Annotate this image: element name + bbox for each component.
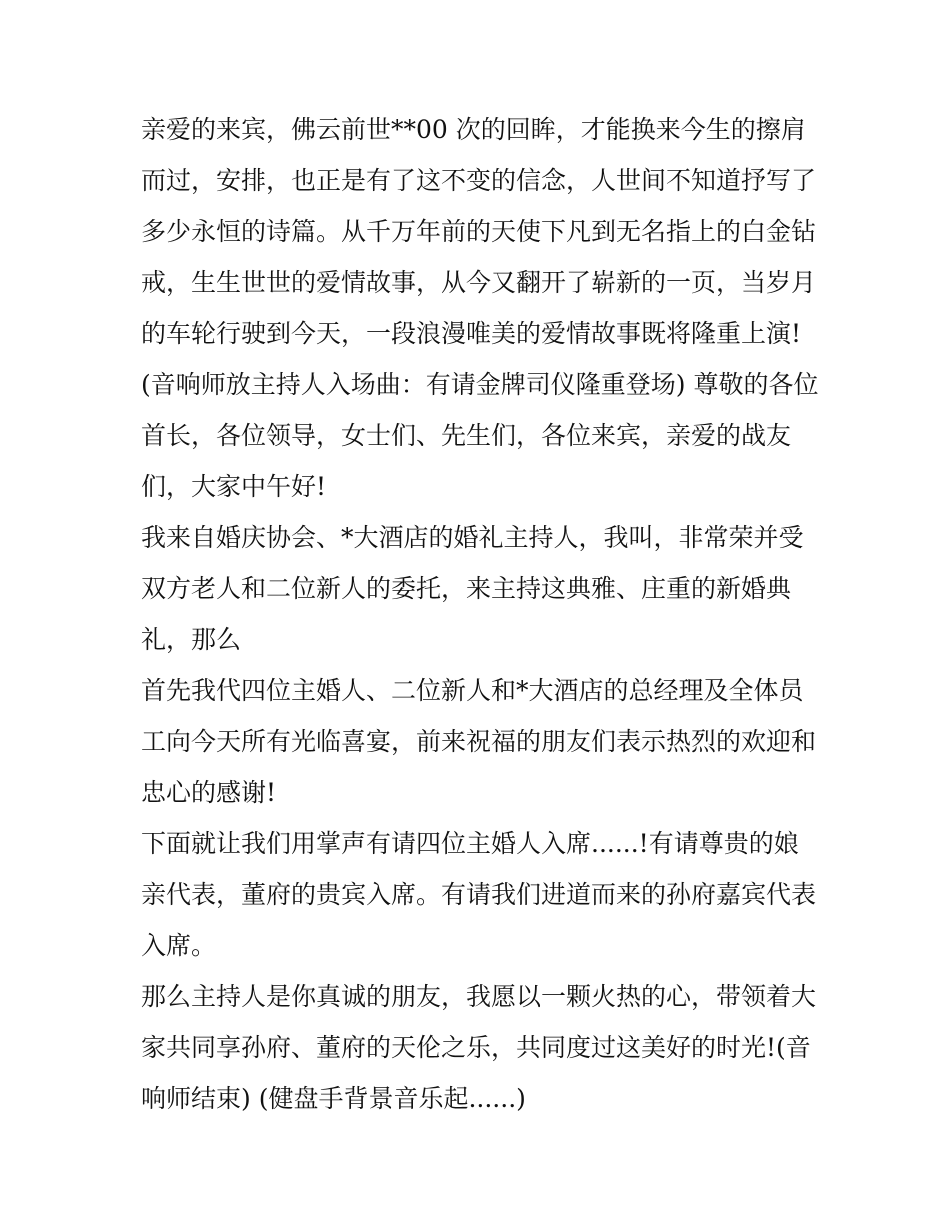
text-line: (音响师放主持人入场曲：有请金牌司仪隆重登场) 尊敬的各位 xyxy=(141,370,819,399)
text-line: 首先我代四位主婚人、二位新人和*大酒店的总经理及全体员 xyxy=(141,676,804,705)
text-line: 们，大家中午好! xyxy=(141,472,327,501)
text-line: 我来自婚庆协会、*大酒店的婚礼主持人，我叫，非常荣并受 xyxy=(141,523,804,552)
text-line: 首长，各位领导，女士们、先生们，各位来宾，亲爱的战友 xyxy=(141,421,792,450)
text-line: 亲爱的来宾，佛云前世**00 次的回眸，才能换来今生的擦肩 xyxy=(141,115,806,144)
text-line: 多少永恒的诗篇。从千万年前的天使下凡到无名指上的白金钻 xyxy=(141,217,817,246)
text-line: 响师结束) (健盘手背景音乐起......) xyxy=(141,1084,526,1113)
text-line: 工向今天所有光临喜宴，前来祝福的朋友们表示热烈的欢迎和 xyxy=(141,727,817,756)
text-line: 礼，那么 xyxy=(141,625,242,654)
text-line: 入席。 xyxy=(141,931,217,960)
text-line: 双方老人和二位新人的委托，来主持这典雅、庄重的新婚典 xyxy=(141,574,792,603)
text-line: 忠心的感谢! xyxy=(141,778,277,807)
text-line: 的车轮行驶到今天，一段浪漫唯美的爱情故事既将隆重上演! xyxy=(141,319,802,348)
text-line: 而过，安排，也正是有了这不变的信念，人世间不知道抒写了 xyxy=(141,166,817,195)
document-body xyxy=(141,111,821,1118)
text-line: 下面就让我们用掌声有请四位主婚人入席......!有请尊贵的娘 xyxy=(141,829,799,858)
text-line: 戒，生生世世的爱情故事，从今又翻开了崭新的一页，当岁月 xyxy=(141,268,817,297)
text-line: 家共同享孙府、董府的天伦之乐，共同度过这美好的时光!(音 xyxy=(141,1033,811,1062)
text-line: 那么主持人是你真诚的朋友，我愿以一颗火热的心，带领着大 xyxy=(141,982,817,1011)
text-line: 亲代表，董府的贵宾入席。有请我们进道而来的孙府嘉宾代表 xyxy=(141,880,817,909)
